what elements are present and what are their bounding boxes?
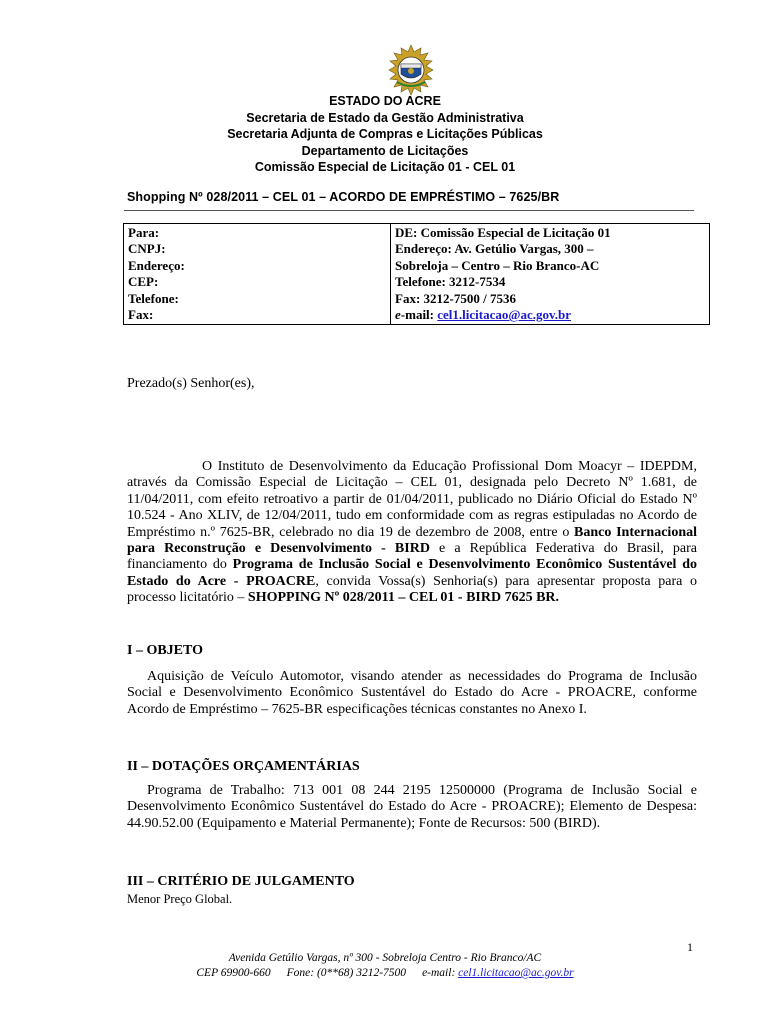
section-dotacoes-heading: II – DOTAÇÕES ORÇAMENTÁRIAS: [127, 759, 360, 774]
intro-text-2: e a República Federativa do Brasil, para financiamento do: [127, 541, 697, 573]
address-table: [123, 223, 710, 325]
recipient-column: [124, 224, 391, 324]
intro-program: Programa de Inclusão Social e Desenvolvimento Econômico Sustentável do Estado do Acre - PROACRE: [127, 557, 698, 589]
header-secretaria-adjunta: Secretaria Adjunta de Compras e Licitações Públicas: [227, 127, 543, 141]
sender-email-prefix: e: [395, 307, 401, 323]
intro-shopping: SHOPPING Nº 028/2011 – CEL 01 - BIRD 7625 BR.: [247, 590, 560, 606]
shopping-title: Shopping Nº 028/2011 – CEL 01 – ACORDO DE EMPRÉSTIMO – 7625/BR: [127, 190, 560, 204]
sender-endereco-1: Endereço: Av. Getúlio Vargas, 300 –: [395, 241, 594, 257]
recipient-endereco: Endereço:: [128, 257, 185, 273]
section-criterio-heading: III – CRITÉRIO DE JULGAMENTO: [127, 874, 355, 889]
footer-contact-line: [0, 966, 770, 981]
header-secretaria: Secretaria de Estado da Gestão Administrativa: [246, 110, 524, 125]
footer-fone: Fone: (0**68) 3212-7500: [286, 967, 407, 979]
footer-cep: CEP 69900-660: [196, 967, 271, 979]
sender-column: [391, 224, 709, 324]
section-objeto-text: Aquisição de Veículo Automotor, visando atender as necessidades do Programa de Inclusão Social e Desenvolvimento Econômico Sustentável do Estado do Acre - PROACRE, conforme Acordo de Empréstimo – 7625-BR especificações técnicas constantes no Anexo I.: [127, 669, 697, 717]
sender-email-link[interactable]: cel1.licitacao@ac.gov.br: [437, 307, 572, 323]
recipient-fax: Fax:: [128, 307, 154, 323]
greeting: Prezado(s) Senhor(es),: [127, 376, 255, 391]
intro-bank: Banco Internacional para Reconstrução e Desenvolvimento - BIRD: [127, 524, 697, 557]
recipient-telefone: Telefone:: [128, 290, 179, 306]
intro-text-3: , convida Vossa(s) Senhoria(s) para apresentar proposta para o processo licitatório –: [127, 573, 697, 606]
intro-text-1: O Instituto de Desenvolvimento da Educação Profissional Dom Moacyr – IDEPDM, através da Comissão Especial de Licitação – CEL 01, designada pelo Decreto Nº 1.681, de 11/04/2011, com efeito retroativo a partir de 01/04/2011, publicado no Diário Oficial do Estado Nº 10.524 - Ano XLIV, de 12/04/2011, tudo em conformidade com as regras estipuladas no Acordo de Empréstimo n.º 7625-BR, celebrado no dia 19 de dezembro de 2008, entre o: [127, 459, 697, 540]
page-number: 1: [687, 940, 693, 954]
sender-email-label: -mail:: [400, 307, 438, 323]
footer-address: Avenida Getúlio Vargas, nº 300 - Sobreloja Centro - Rio Branco/AC: [228, 952, 542, 964]
sender-fax: Fax: 3212-7500 / 7536: [395, 290, 516, 306]
sender-email-line: [395, 307, 705, 323]
title-divider: [124, 210, 694, 211]
section-objeto-heading: I – OBJETO: [127, 643, 203, 658]
recipient-cnpj: CNPJ:: [128, 241, 166, 257]
document-header: [0, 93, 770, 176]
intro-paragraph: [127, 459, 697, 607]
header-state: ESTADO DO ACRE: [329, 94, 441, 108]
footer-email-label: e-mail:: [422, 967, 459, 979]
state-coat-of-arms-icon: [385, 44, 437, 96]
section-dotacoes-text: Programa de Trabalho: 713 001 08 244 2195 12500000 (Programa de Inclusão Social e Desenvolvimento Econômico Sustentável do Estado do Acre - PROACRE); Elemento de Despesa: 44.90.52.00 (Equipamento e Material Permanente); Fonte de Recursos: 500 (BIRD).: [127, 783, 697, 831]
section-criterio-text: Menor Preço Global.: [127, 892, 233, 906]
recipient-cep: CEP:: [128, 274, 159, 290]
recipient-para: Para:: [128, 225, 160, 240]
footer-email-link[interactable]: cel1.licitacao@ac.gov.br: [458, 967, 574, 979]
header-comissao: Comissão Especial de Licitação 01 - CEL 01: [254, 160, 516, 174]
sender-de: DE: Comissão Especial de Licitação 01: [395, 225, 611, 240]
header-departamento: Departamento de Licitações: [301, 143, 469, 158]
sender-telefone: Telefone: 3212-7534: [395, 274, 506, 290]
page-footer: [0, 951, 770, 981]
sender-endereco-2: Sobreloja – Centro – Rio Branco-AC: [395, 257, 600, 273]
